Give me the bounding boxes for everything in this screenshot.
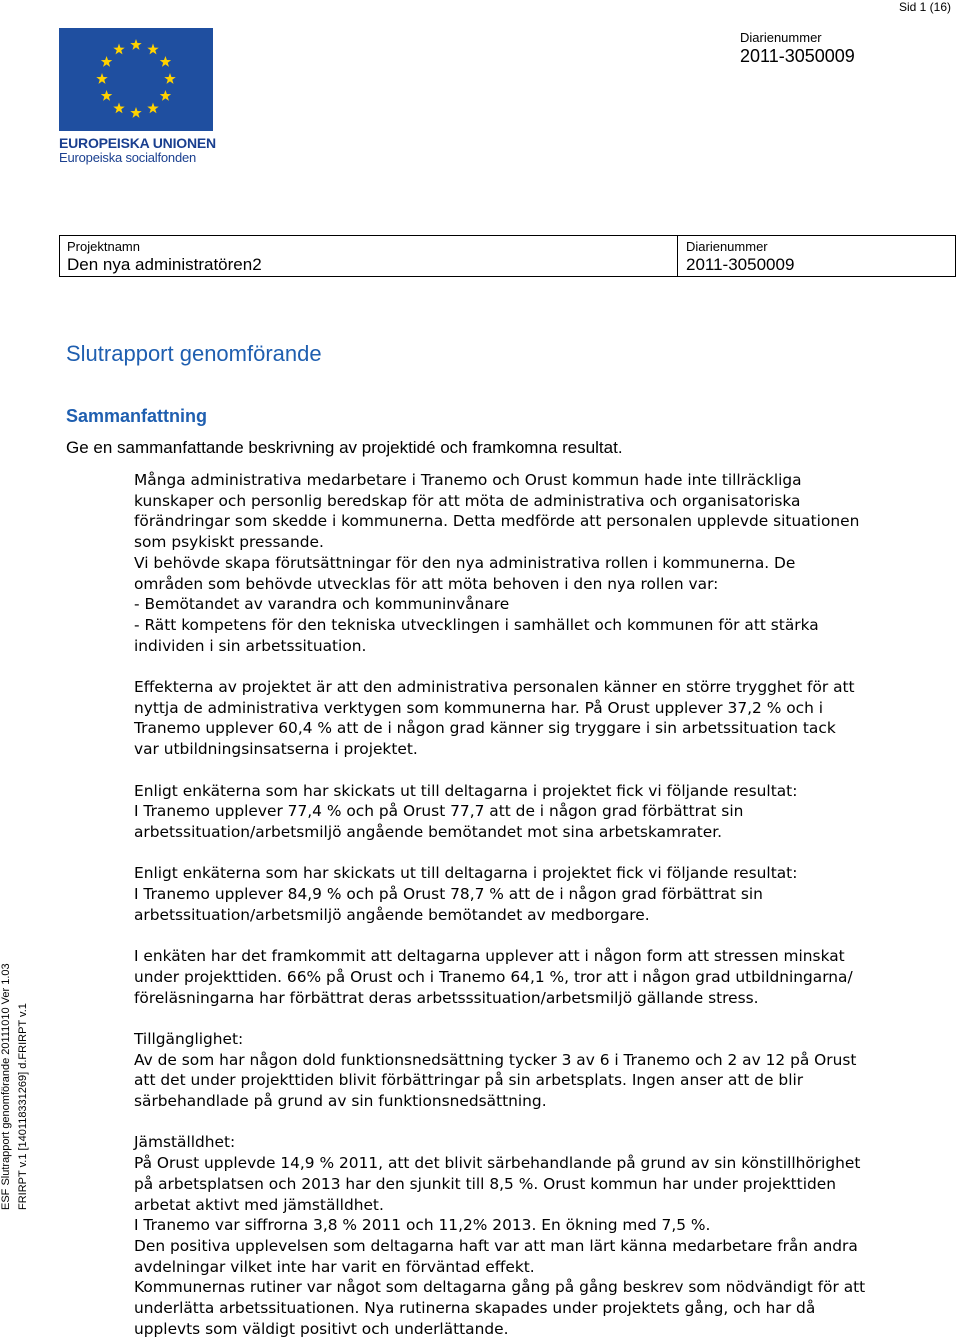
header-diarienummer-value: 2011-3050009 bbox=[740, 46, 855, 66]
paragraph-background: Många administrativa medarbetare i Tranemo och Orust kommun hade inte tillräckliga kunskaper och personlig beredskap för att möta de administrativa och organisatoriska förändringar som skedde i kommunerna. Detta medförde att personalen upplevde situationen som psykiskt pressande. bbox=[134, 471, 860, 552]
projektnamn-label: Projektnamn bbox=[67, 239, 140, 254]
eu-star bbox=[147, 44, 158, 55]
paragraph-equality: Jämställdhet: På Orust upplevde 14,9 % 2011, att det blivit särbehandlande på grund av sin könstillhörighet på arbetsplatsen och 2013 har den sjunkit till 8,5 %. Orust kommun har under projekttiden arbetat aktivt med jämställdhet. I Tranemo var siffrorna 3,8 % 2011 och 11,2% 2013. En ökning med 7,5 %. Den positiva upplevelsen som deltagarna haft var att man lärt känna medarbetare från andra avdelningar vilket inte har varit en förväntad effekt. Kommunernas rutiner var något som deltagarna gång på gång beskrev som nödvändigt för att underlätta arbetssituationen. Nya rutinerna skapades under projektets gång, och har då upplevts som väldigt positivt och underlättande. bbox=[134, 1133, 866, 1338]
eu-flag-logo bbox=[59, 28, 213, 131]
info-divider bbox=[677, 236, 678, 276]
infobox-diarienummer-label: Diarienummer bbox=[686, 239, 768, 254]
paragraph-survey-citizens: Enligt enkäterna som har skickats ut till deltagarna i projektet fick vi följande resultat: I Tranemo upplever 84,9 % och på Orust 78,7 % att de i någon grad förbättrat sin arbetssituation/arbetsmiljö angående bemötandet av medborgare. bbox=[134, 864, 798, 924]
section-prompt: Ge en sammanfattande beskrivning av projektidé och framkomna resultat. bbox=[66, 438, 623, 457]
section-heading: Sammanfattning bbox=[66, 406, 208, 426]
project-info-box bbox=[59, 235, 956, 277]
eu-star bbox=[160, 56, 171, 67]
paragraph-needs: Vi behövde skapa förutsättningar för den nya administrativa rollen i kommunerna. De områden som behövde utvecklas för att möta behoven i den nya rollen var: - Bemötandet av varandra och kommuninvånare - Rätt kompetens för den tekniska utvecklingen i samhället och kommunen för att stärka individen i sin arbetssituation. bbox=[134, 553, 819, 655]
eu-star bbox=[164, 73, 175, 84]
eu-star bbox=[160, 90, 171, 101]
paragraph-accessibility: Tillgänglighet: Av de som har någon dold funktionsnedsättning tycker 3 av 6 i Tranemo och 2 av 12 på Orust att det under projekttiden blivit förbättringar på sin arbetsplats. Ingen anser att de blir särbehandlade på grund av sin funktionsnedsättning. bbox=[134, 1029, 857, 1111]
paragraph-stress: I enkäten har det framkommit att deltagarna upplever att i någon form att stressen minskat under projekttiden. 66% på Orust och i Tranemo 64,1 %, tror att i någon grad utbildningarna/ föreläsningarna har förbättrat deras arbetsssituation/arbetsmiljö gällande stress. bbox=[134, 947, 853, 1007]
eu-star bbox=[101, 56, 112, 67]
logo-text-esf: Europeiska socialfonden bbox=[59, 150, 197, 165]
logo-text-eu: EUROPEISKA UNIONEN bbox=[59, 135, 216, 151]
paragraph-survey-colleagues: Enligt enkäterna som har skickats ut till deltagarna i projektet fick vi följande resultat: I Tranemo upplever 77,4 % och på Orust 77,7 att de i någon grad förbättrat sin arbetssituation/arbetsmiljö angående bemötandet mot sina arbetskamrater. bbox=[134, 781, 798, 841]
infobox-diarienummer-value: 2011-3050009 bbox=[686, 255, 795, 274]
summary-body bbox=[134, 470, 954, 1339]
eu-star bbox=[113, 102, 124, 113]
header-diarienummer-label: Diarienummer bbox=[740, 30, 822, 45]
paragraph-effects: Effekterna av projektet är att den administrativa personalen känner en större trygghet för att nyttja de administrativa verktygen som kommunerna har. På Orust upplever 37,2 % och i Tranemo upplever 60,4 % att de i någon grad känner sig tryggare i sin arbetssituation tack var utbildningsinsatserna i projektet. bbox=[134, 678, 855, 759]
sidebar-template-version: ESF Slutrapport genomförande 20111010 Ver 1.03 bbox=[0, 963, 12, 1210]
eu-star bbox=[130, 39, 141, 50]
projektnamn-value: Den nya administratören2 bbox=[67, 255, 262, 274]
page-title: Slutrapport genomförande bbox=[66, 341, 322, 366]
eu-star bbox=[130, 107, 141, 118]
sidebar-document-id: FRIRPT v.1 [140118331269] d.FRIRPT v.1 bbox=[17, 1003, 29, 1210]
eu-stars-icon bbox=[59, 28, 213, 131]
page-number: Sid 1 (16) bbox=[899, 0, 952, 14]
eu-star bbox=[147, 102, 158, 113]
eu-star bbox=[113, 44, 124, 55]
eu-star bbox=[96, 73, 107, 84]
eu-star bbox=[101, 90, 112, 101]
